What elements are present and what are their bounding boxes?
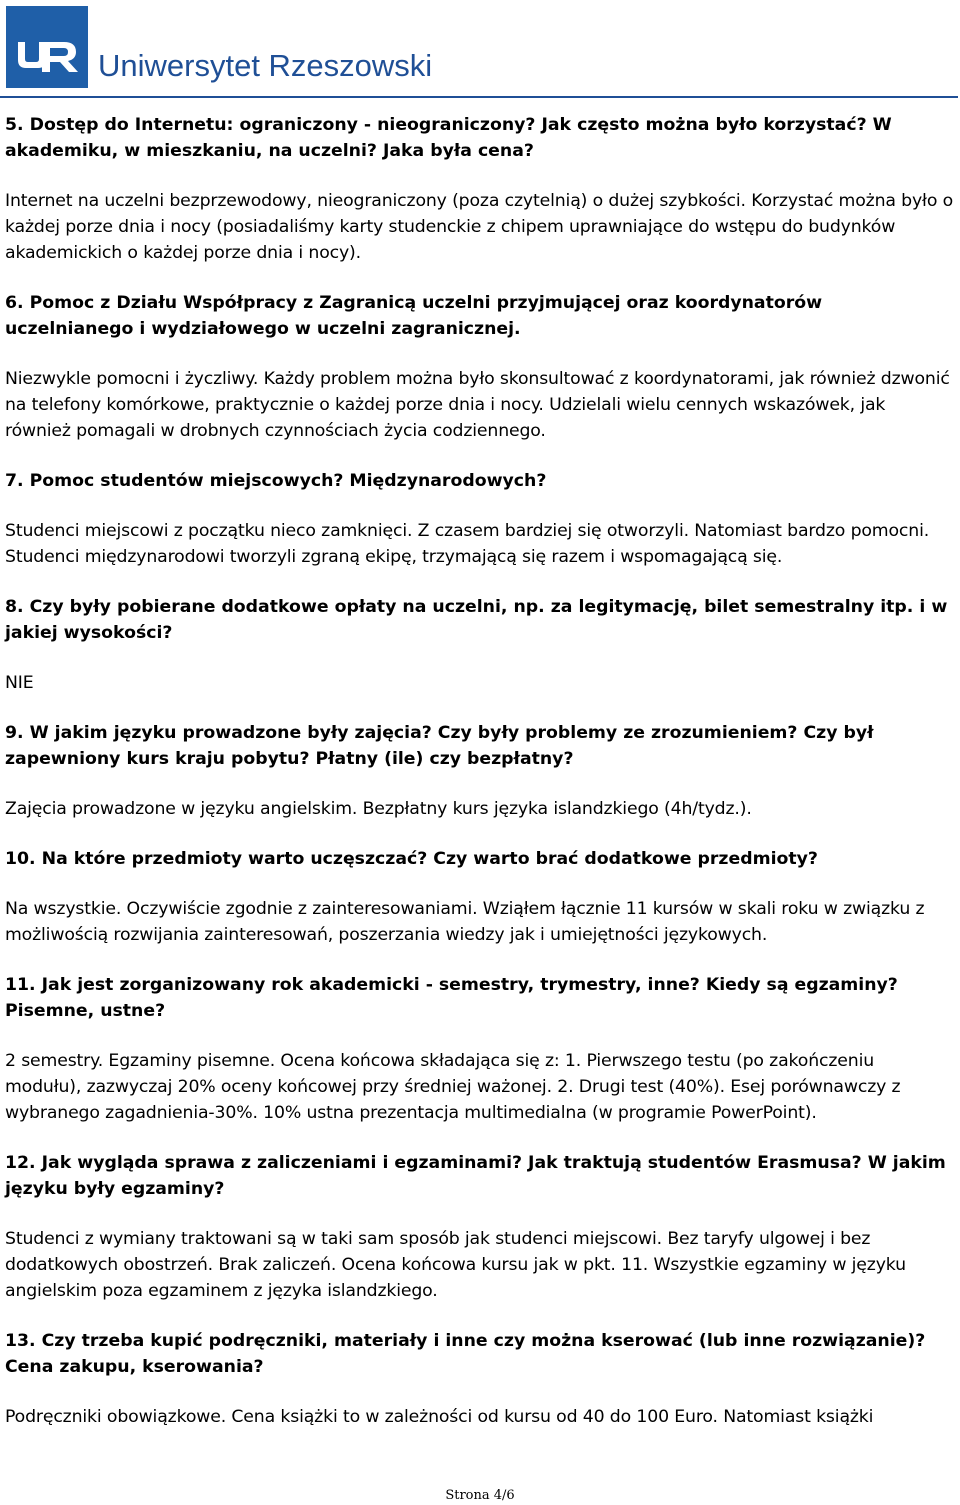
- answer-10: Na wszystkie. Oczywiście zgodnie z zainteresowaniami. Wziąłem łącznie 11 kursów w skali roku w związku z możliwością rozwijania zainteresowań, poszerzania wiedzy jak i umiejętności językowych.: [5, 899, 925, 945]
- answer-8: NIE: [5, 673, 34, 693]
- question-5: 5. Dostęp do Internetu: ograniczony - nieograniczony? Jak często można było korzystać? W akademiku, w mieszkaniu, na uczelni? Jaka była cena?: [5, 115, 892, 161]
- answer-9: Zajęcia prowadzone w języku angielskim. Bezpłatny kurs języka islandzkiego (4h/tydz.).: [5, 799, 752, 819]
- question-11: 11. Jak jest zorganizowany rok akademicki - semestry, trymestry, inne? Kiedy są egzaminy? Pisemne, ustne?: [5, 975, 898, 1021]
- page-number: Strona 4/6: [445, 1488, 515, 1503]
- question-10: 10. Na które przedmioty warto uczęszczać? Czy warto brać dodatkowe przedmioty?: [5, 849, 818, 869]
- question-12: 12. Jak wygląda sprawa z zaliczeniami i egzaminami? Jak traktują studentów Erasmusa? W jakim języku były egzaminy?: [5, 1153, 946, 1199]
- university-name: Uniwersytet Rzeszowski: [98, 48, 433, 83]
- answer-5: Internet na uczelni bezprzewodowy, nieograniczony (poza czytelnią) o dużej szybkości. Korzystać można było o każdej porze dnia i nocy (posiadaliśmy karty studenckie z chipem uprawniające do wstępu do budynków akademickich o każdej porze dnia i nocy).: [5, 191, 954, 263]
- document-body: [5, 112, 955, 1430]
- answer-12: Studenci z wymiany traktowani są w taki sam sposób jak studenci miejscowi. Bez taryfy ulgowej i bez dodatkowych obostrzeń. Brak zaliczeń. Ocena końcowa kursu jak w pkt. 11. Wszystkie egzaminy w języku angielskim poza egzaminem z języka islandzkiego.: [5, 1229, 906, 1301]
- question-7: 7. Pomoc studentów miejscowych? Międzynarodowych?: [5, 471, 547, 491]
- answer-11: 2 semestry. Egzaminy pisemne. Ocena końcowa składająca się z: 1. Pierwszego testu (po zakończeniu modułu), zazwyczaj 20% oceny końcowej przy średniej ważonej. 2. Drugi test (40%). Esej porównawczy z wybranego zagadnienia-30%. 10% ustna prezentacja multimedialna (w programie PowerPoint).: [5, 1051, 901, 1123]
- university-logo: [6, 6, 88, 88]
- answer-7: Studenci miejscowi z początku nieco zamknięci. Z czasem bardziej się otworzyli. Natomiast bardzo pomocni. Studenci międzynarodowi tworzyli zgraną ekipę, trzymającą się razem i wspomagającą się.: [5, 521, 930, 567]
- answer-6: Niezwykle pomocni i życzliwy. Każdy problem można było skonsultować z koordynatorami, jak również dzwonić na telefony komórkowe, praktycznie o każdej porze dnia i nocy. Udzielali wielu cennych wskazówek, jak również pomagali w drobnych czynnościach życia codziennego.: [5, 369, 950, 441]
- answer-13: Podręczniki obowiązkowe. Cena książki to w zależności od kursu od 40 do 100 Euro. Natomiast książki: [5, 1407, 874, 1427]
- question-13: 13. Czy trzeba kupić podręczniki, materiały i inne czy można kserować (lub inne rozwiązanie)? Cena zakupu, kserowania?: [5, 1331, 926, 1377]
- question-8: 8. Czy były pobierane dodatkowe opłaty na uczelni, np. za legitymację, bilet semestralny itp. i w jakiej wysokości?: [5, 597, 948, 643]
- question-6: 6. Pomoc z Działu Współpracy z Zagranicą uczelni przyjmującej oraz koordynatorów uczelnianego i wydziałowego w uczelni zagranicznej.: [5, 293, 823, 339]
- page-header: [0, 0, 960, 98]
- question-9: 9. W jakim języku prowadzone były zajęcia? Czy były problemy ze zrozumieniem? Czy był zapewniony kurs kraju pobytu? Płatny (ile) czy bezpłatny?: [5, 723, 874, 769]
- header-divider: [0, 96, 958, 98]
